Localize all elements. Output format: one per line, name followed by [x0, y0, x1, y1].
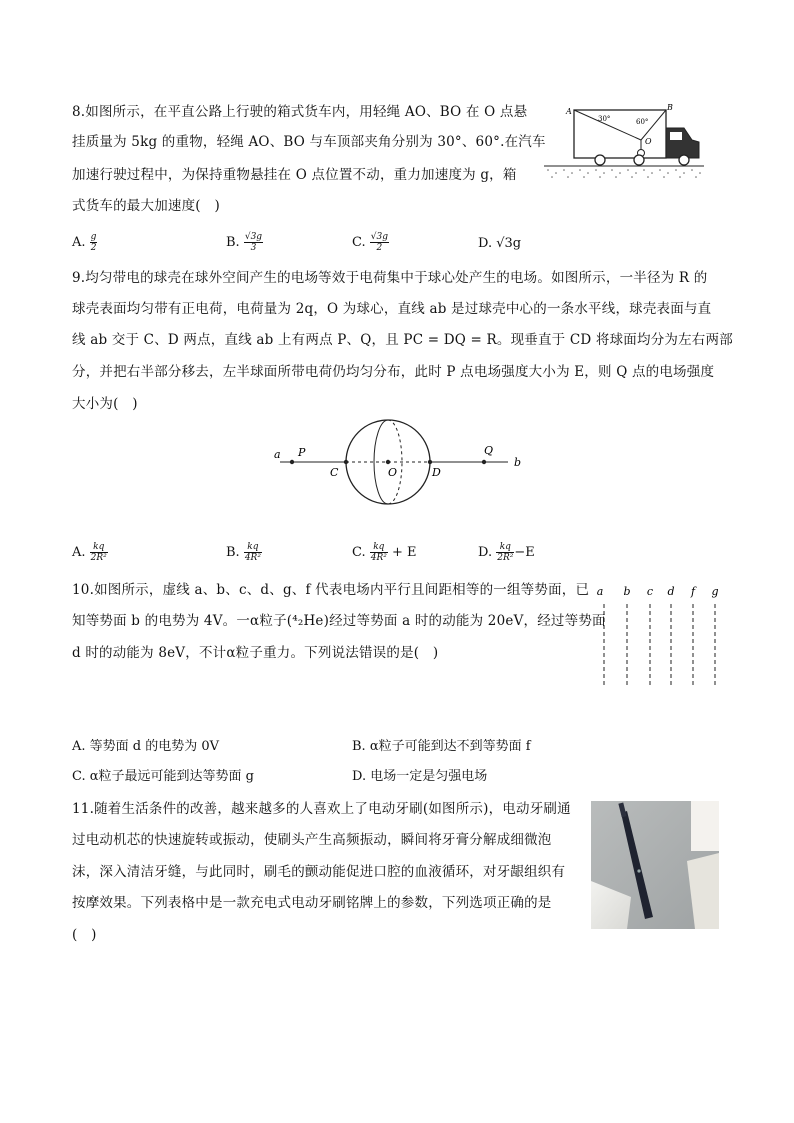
frac-denominator: 2R²	[497, 553, 514, 563]
wheel-1	[595, 155, 605, 165]
q10-line-2: 知等势面 b 的电势为 4V。一α粒子(⁴₂He)经过等势面 a 时的动能为 20eV，经过等势面	[72, 613, 606, 629]
point-p	[290, 460, 294, 464]
q9-option-d-tail: −E	[514, 545, 535, 560]
q11-line-1: 11.随着生活条件的改善，越来越多的人喜欢上了电动牙刷(如图所示)，电动牙刷通	[72, 801, 571, 817]
cab-window	[670, 132, 682, 140]
frac-numerator: √3g	[244, 232, 263, 242]
q10-option-b: B. α粒子可能到达不到等势面 f	[352, 739, 531, 754]
label-a: a	[596, 585, 604, 598]
q8-line-1: 8.如图所示，在平直公路上行驶的箱式货车内，用轻绳 AO、BO 在 O 点悬	[72, 104, 528, 120]
q10-line-1: 10.如图所示，虚线 a、b、c、d、g、f 代表电场内平行且间距相等的一组等势面，已	[72, 582, 590, 598]
dashed-lines	[604, 604, 715, 688]
frac-numerator: kq	[496, 542, 514, 553]
frac-numerator: kq	[90, 542, 108, 553]
sphere-figure	[268, 418, 528, 510]
q11-line-2: 过电动机芯的快速旋转或振动，使刷头产生高频振动，瞬间将牙膏分解成细微泡	[72, 832, 552, 848]
point-q	[482, 460, 486, 464]
q10-option-c: C. α粒子最远可能到达等势面 g	[72, 769, 254, 784]
q8-option-c	[352, 232, 389, 253]
q9-option-c-fraction	[370, 542, 388, 563]
q11-line-4: 按摩效果。下列表格中是一款充电式电动牙刷铭牌上的参数，下列选项正确的是	[72, 895, 552, 911]
q9-line-3: 线 ab 交于 C、D 两点，直线 ab 上有两点 P、Q，且 PC = DQ = R。现垂直于 CD 将球面均分为左右两部	[72, 332, 733, 348]
frac-denominator: 2	[90, 243, 97, 253]
label-c: c	[646, 585, 654, 598]
label-b: b	[514, 456, 522, 469]
q9-line-4: 分，并把右半部分移去，左半球面所带电荷仍均匀分布，此时 P 点电场强度大小为 E，则 Q 点的电场强度	[72, 364, 715, 380]
label-b: B	[667, 104, 673, 112]
q9-option-d	[478, 542, 535, 563]
q8-option-b-label: B.	[226, 235, 240, 250]
label-d: D	[432, 466, 441, 479]
q8-option-a	[72, 232, 97, 253]
label-f: f	[690, 585, 696, 598]
point-c	[344, 460, 348, 464]
bottle-top	[691, 801, 719, 851]
q9-option-a	[72, 542, 108, 563]
q9-option-d-fraction	[496, 542, 514, 563]
q8-option-d: D. √3g	[478, 236, 522, 251]
label-o: O	[645, 137, 652, 146]
label-q: Q	[484, 444, 494, 457]
q8-option-b-fraction	[244, 232, 263, 253]
frac-numerator: kq	[370, 542, 388, 553]
q8-line-2: 挂质量为 5kg 的重物，轻绳 AO、BO 与车顶部夹角分别为 30°、60°.在汽车	[72, 134, 546, 150]
label-b: b	[623, 585, 631, 598]
q9-option-c-label: C.	[352, 545, 366, 560]
q11-line-5: ( )	[72, 927, 97, 943]
angle-30: 30°	[598, 115, 611, 123]
label-c: C	[330, 466, 339, 479]
frac-numerator: √3g	[370, 232, 388, 242]
q9-line-2: 球壳表面均匀带有正电荷，电荷量为 2q，O 为球心，直线 ab 是过球壳中心的一条水平线，球壳表面与直	[72, 301, 712, 317]
label-d: d	[667, 585, 675, 598]
q11-line-3: 沫，深入清洁牙缝，与此同时，刷毛的颤动能促进口腔的血液循环，对牙龈组织有	[72, 864, 566, 880]
q9-option-c-tail: + E	[392, 545, 417, 560]
q9-line-5: 大小为( )	[72, 396, 138, 412]
label-a: a	[274, 448, 281, 461]
q10-line-3: d 时的动能为 8eV，不计α粒子重力。下列说法错误的是( )	[72, 645, 439, 661]
toothbrush-photo	[591, 801, 719, 929]
frac-numerator: g	[90, 232, 97, 242]
q8-line-3: 加速行驶过程中，为保持重物悬挂在 O 点位置不动，重力加速度为 g，箱	[72, 167, 517, 183]
truck-figure	[544, 104, 704, 184]
toothbrush-button	[637, 869, 640, 872]
q9-option-b-label: B.	[226, 545, 240, 560]
frac-denominator: 4R²	[244, 553, 261, 563]
wheel-3	[679, 155, 689, 165]
point-d	[428, 460, 432, 464]
frac-denominator: 4R²	[370, 553, 387, 563]
q9-option-a-fraction	[90, 542, 108, 563]
q9-option-c	[352, 542, 417, 563]
q8-option-a-fraction	[90, 232, 98, 253]
truck-box	[574, 110, 666, 158]
frac-denominator: 3	[250, 243, 257, 253]
angle-60: 60°	[636, 118, 649, 126]
q10-option-d: D. 电场一定是匀强电场	[352, 769, 488, 784]
point-o	[386, 460, 390, 464]
q8-option-a-label: A.	[72, 235, 86, 250]
q9-line-1: 9.均匀带电的球壳在球外空间产生的电场等效于电荷集中于球心处产生的电场。如图所示，一半径为 R 的	[72, 270, 708, 286]
frac-denominator: 2R²	[90, 553, 107, 563]
q8-option-b	[226, 232, 263, 253]
road-hatching	[547, 169, 701, 178]
q8-option-c-fraction	[370, 232, 389, 253]
equipotential-figure	[590, 580, 730, 690]
label-p: P	[298, 446, 306, 459]
q9-option-b-fraction	[244, 542, 262, 563]
q9-option-a-label: A.	[72, 545, 86, 560]
label-g: g	[711, 585, 719, 598]
q8-line-4: 式货车的最大加速度( )	[72, 198, 220, 214]
q10-option-a: A. 等势面 d 的电势为 0V	[72, 739, 220, 754]
label-o: O	[388, 466, 398, 479]
frac-denominator: 2	[376, 243, 383, 253]
q8-option-c-label: C.	[352, 235, 366, 250]
frac-numerator: kq	[244, 542, 262, 553]
q9-option-d-label: D.	[478, 545, 493, 560]
q9-option-b	[226, 542, 262, 563]
label-a: A	[566, 107, 572, 116]
wheel-2	[634, 155, 644, 165]
